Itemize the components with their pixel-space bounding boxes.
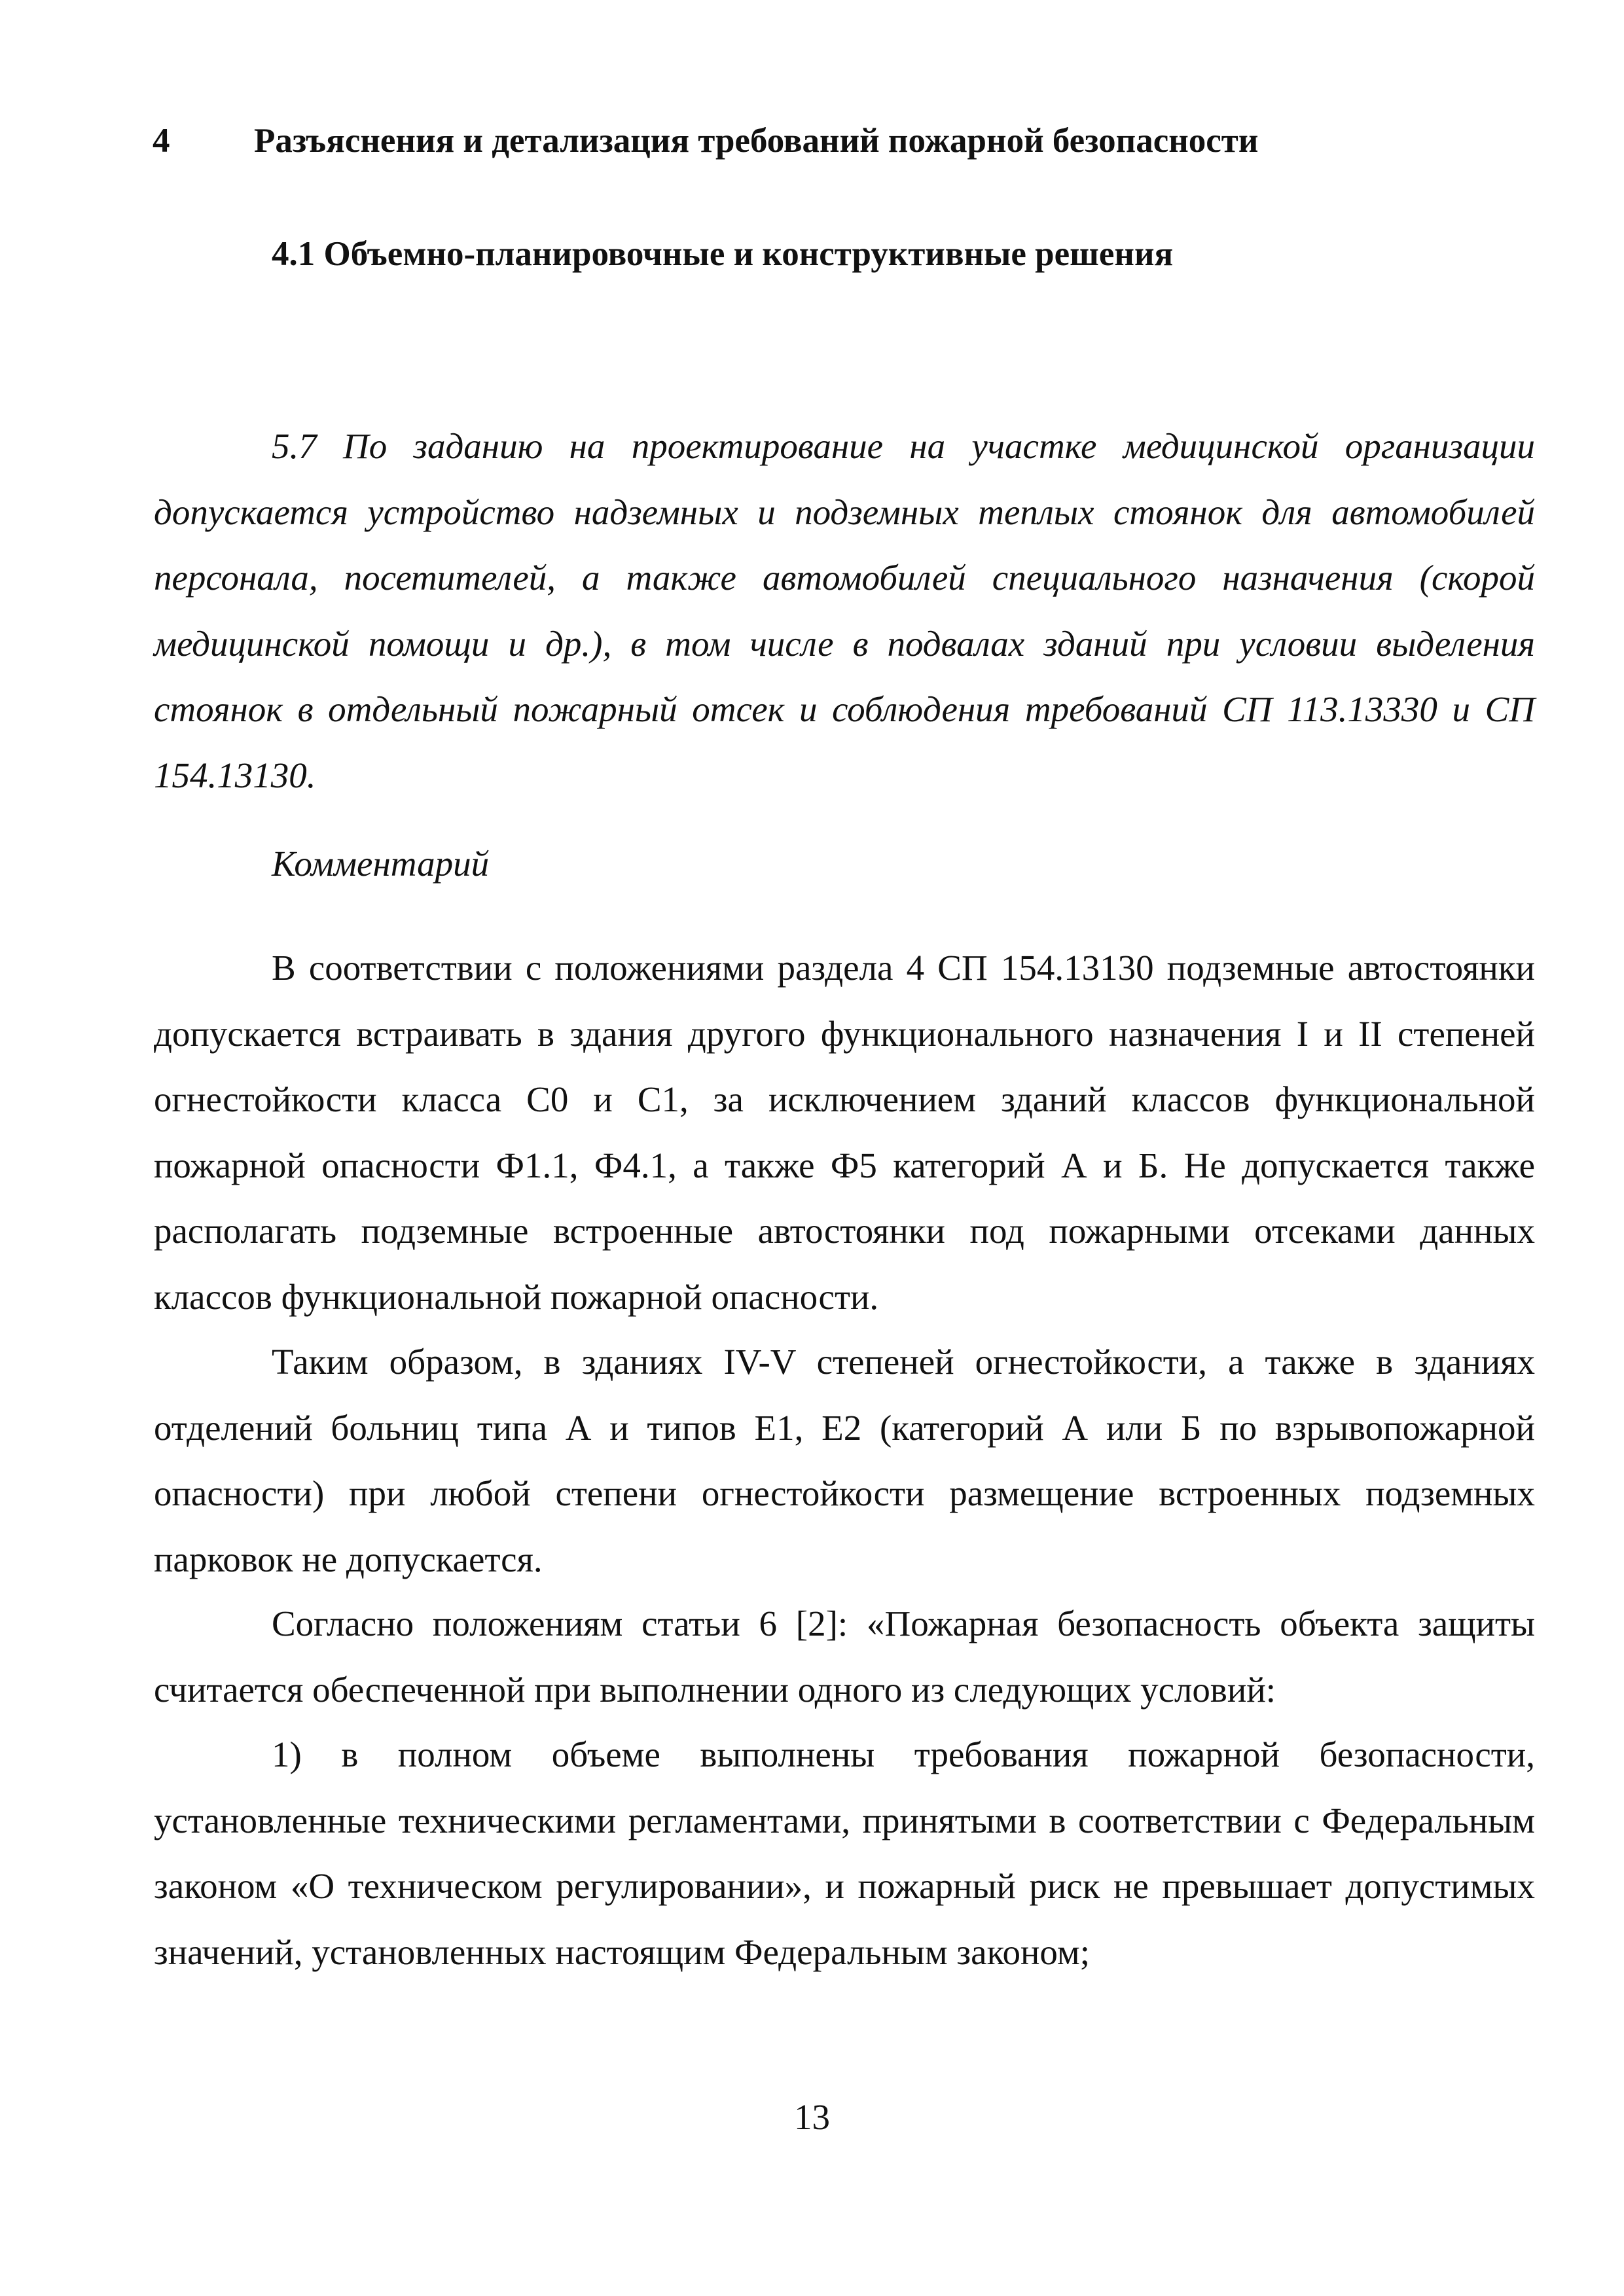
comment-paragraph: Согласно положениям статьи 6 [2]: «Пожарная безопасность объекта защиты считается обеспеченной при выполнении одного из следующих условий: bbox=[154, 1604, 1535, 1710]
section-number: 4 bbox=[153, 122, 170, 160]
comment-paragraph: Таким образом, в зданиях IV-V степеней огнестойкости, а также в зданиях отделений больниц типа А и типов Е1, Е2 (категорий А или Б по взрывопожарной опасности) при любой степени огнестойкости размещение встроенных подземных парковок не допускается. bbox=[154, 1342, 1535, 1579]
comment-label: Комментарий bbox=[272, 844, 490, 884]
quoted-requirement: 5.7 По заданию на проектирование на участке медицинской организации допускается устройство надземных и подземных теплых стоянок для автомобилей персонала, посетителей, а также автомобилей специального назначения (скорой медицинской помощи и др.), в том числе в подвалах зданий при условии выделения стоянок в отдельный пожарный отсек и соблюдения требований СП 113.13330 и СП 154.13130. bbox=[154, 426, 1535, 795]
subsection-title: 4.1 Объемно-планировочные и конструктивные решения bbox=[272, 235, 1174, 273]
section-title: Разъяснения и детализация требований пожарной безопасности bbox=[254, 122, 1259, 160]
page-number: 13 bbox=[794, 2097, 830, 2137]
comment-paragraph: 1) в полном объеме выполнены требования пожарной безопасности, установленные техническими регламентами, принятыми в соответствии с Федеральным законом «О техническом регулировании», и пожарный риск не превышает допустимых значений, установленных настоящим Федеральным законом; bbox=[154, 1734, 1535, 1972]
section-heading bbox=[153, 115, 1475, 167]
comment-paragraph: В соответствии с положениями раздела 4 СП 154.13130 подземные автостоянки допускается встраивать в здания другого функционального назначения I и II степеней огнестойкости класса С0 и С1, за исключением зданий классов функциональной пожарной опасности Ф1.1, Ф4.1, а также Ф5 категорий А и Б. Не допускается также располагать подземные встроенные автостоянки под пожарными отсеками данных классов функциональной пожарной опасности. bbox=[154, 948, 1535, 1317]
